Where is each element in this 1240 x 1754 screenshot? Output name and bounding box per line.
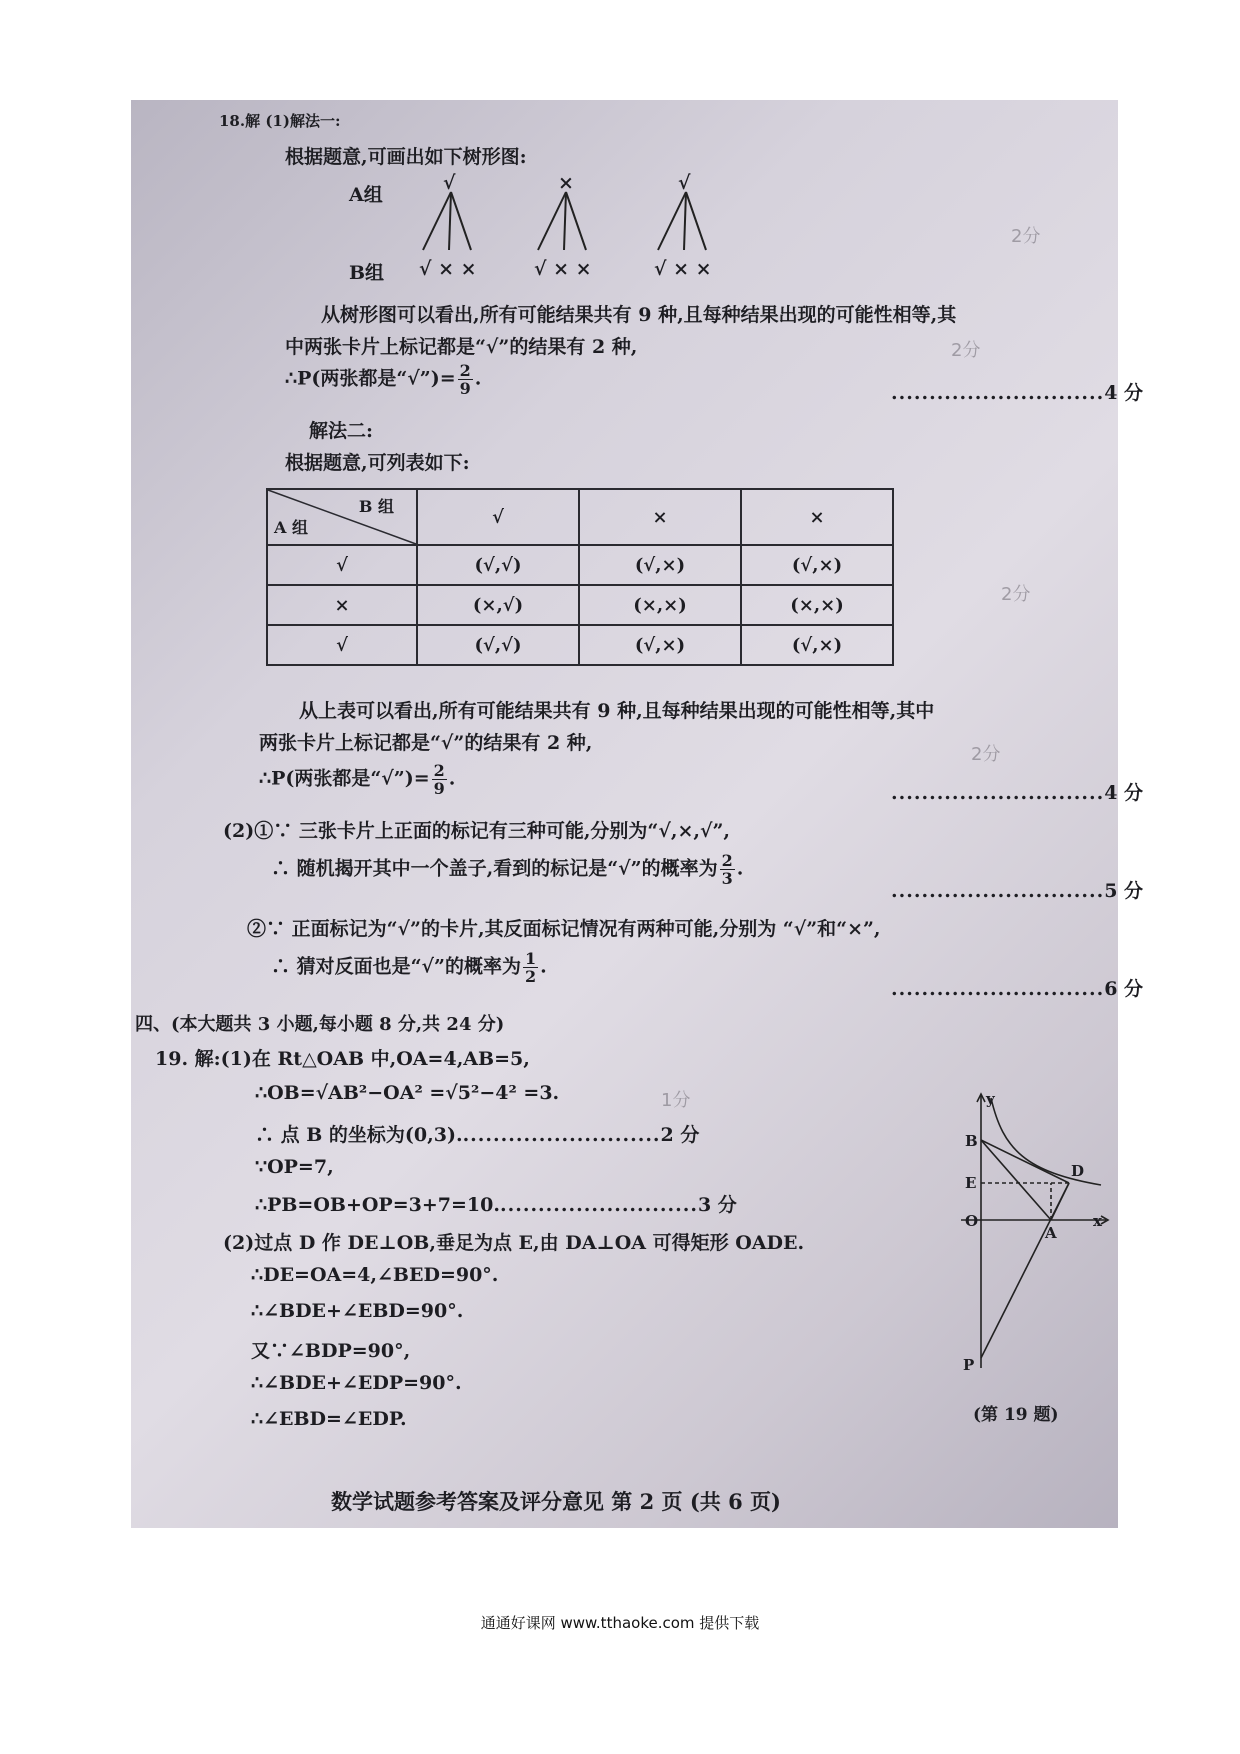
table-cell: (√,×): [741, 625, 893, 665]
fraction-2-9: [458, 362, 473, 397]
fig-label-p: P: [963, 1356, 975, 1374]
fraction-2-9: [432, 762, 447, 797]
figure-caption: (第 19 题): [973, 1405, 1059, 1425]
q19-line5: ∴PB=OB+OP=3+7=10...........................3 分: [255, 1194, 737, 1216]
q18-part2-2b: ∴ 猜对反面也是“√”的概率为 $\frac{1}{2}$ .: [271, 949, 547, 986]
pencil-mark: 2分: [1001, 584, 1031, 605]
table-cell: (√,×): [579, 625, 741, 665]
fig-label-d: D: [1071, 1162, 1085, 1180]
table-row: [267, 625, 893, 665]
fig-label-o: O: [965, 1212, 979, 1230]
part2-1b-text: ∴ 随机揭开其中一个盖子,看到的标记是“√”的概率为: [271, 857, 718, 880]
tree-top-2: ×: [558, 172, 574, 194]
q19-line10: ∴∠BDE+∠EDP=90°.: [251, 1372, 462, 1394]
tree-leaves-1: √ × ×: [419, 258, 477, 280]
fraction-2-3: [720, 852, 735, 887]
q19-line3: ∴ 点 B 的坐标为(0,3)...........................2 分: [255, 1124, 700, 1146]
tree-top-1: √: [443, 172, 456, 194]
score-line-5: ............................5 分: [891, 880, 1144, 902]
scanned-answer-sheet: [131, 100, 1144, 1528]
pencil-mark: 2分: [951, 340, 981, 361]
fig-label-b: B: [965, 1132, 978, 1150]
q18-part2-2: ②∵ 正面标记为“√”的卡片,其反面标记情况有两种可能,分别为 “√”和“×”,: [247, 918, 881, 940]
score-label: 3 分: [697, 1194, 737, 1216]
table-col-header: √: [417, 489, 579, 545]
table-cell: (√,×): [741, 545, 893, 585]
score-label: 6 分: [1104, 978, 1144, 1000]
table-row: [267, 585, 893, 625]
tree-group-a-label: A组: [349, 184, 383, 206]
fraction-1-2: [523, 950, 538, 985]
header-a: A 组: [274, 518, 308, 537]
q19-line11: ∴∠EBD=∠EDP.: [251, 1408, 407, 1430]
fraction-denominator: 9: [433, 779, 445, 798]
score-label: 4 分: [1104, 782, 1144, 804]
table-col-header: ×: [741, 489, 893, 545]
q18-para1-line1: 从树形图可以看出,所有可能结果共有 9 种,且每种结果出现的可能性相等,其: [321, 304, 957, 326]
prob-text: ∴P(两张都是“√”)=: [285, 367, 456, 390]
part2-2b-text: ∴ 猜对反面也是“√”的概率为: [271, 955, 521, 978]
tree-top-3: √: [678, 172, 691, 194]
fraction-denominator: 9: [459, 379, 471, 398]
q19-line1: 19. 解:(1)在 Rt△OAB 中,OA=4,AB=5,: [155, 1048, 530, 1070]
q18-para2-line1: 从上表可以看出,所有可能结果共有 9 种,且每种结果出现的可能性相等,其中: [299, 700, 935, 722]
q19-line5-text: ∴PB=OB+OP=3+7=10.: [255, 1194, 500, 1216]
fig-label-x: x: [1093, 1212, 1102, 1230]
table-cell: (√,×): [579, 545, 741, 585]
table-header-diagonal: [267, 489, 417, 545]
pencil-mark: 2分: [1011, 226, 1041, 247]
q18-head: 18.解 (1)解法一:: [219, 112, 341, 130]
table-cell: (√,√): [417, 545, 579, 585]
tree-group-b-label: B组: [349, 262, 385, 284]
table-row-label: ×: [267, 585, 417, 625]
prob-text: ∴P(两张都是“√”)=: [259, 767, 430, 790]
score-label: 2 分: [660, 1124, 700, 1146]
table-cell: (×,×): [741, 585, 893, 625]
tree-leaves-3: √ × ×: [654, 258, 712, 280]
fig-label-a: A: [1045, 1224, 1057, 1242]
table-row-label: √: [267, 625, 417, 665]
q19-line3-text: ∴ 点 B 的坐标为(0,3).: [255, 1124, 463, 1146]
pencil-mark: 1分: [661, 1090, 691, 1111]
q18-method2: 解法二:: [309, 420, 374, 442]
table-cell: (×,×): [579, 585, 741, 625]
score-label: 5 分: [1104, 880, 1144, 902]
q19-line8: ∴∠BDE+∠EBD=90°.: [251, 1300, 464, 1322]
fraction-denominator: 3: [721, 869, 733, 888]
score-line-4a: ............................4 分: [891, 382, 1144, 404]
q18-part2-1: (2)①∵ 三张卡片上正面的标记有三种可能,分别为“√,×,√”,: [223, 820, 731, 842]
table-row-label: √: [267, 545, 417, 585]
table-cell: (×,√): [417, 585, 579, 625]
score-line-4b: ............................4 分: [891, 782, 1144, 804]
fraction-numerator: 2: [721, 851, 733, 870]
score-label: 4 分: [1104, 382, 1144, 404]
tree-leaves-2: √ × ×: [534, 258, 592, 280]
table-cell: (√,√): [417, 625, 579, 665]
fraction-numerator: 2: [459, 361, 471, 380]
q18-intro: 根据题意,可画出如下树形图:: [285, 146, 527, 168]
fraction-numerator: 1: [524, 949, 537, 968]
pencil-mark: 2分: [971, 744, 1001, 765]
q18-para1-line2: 中两张卡片上标记都是“√”的结果有 2 种,: [285, 336, 638, 358]
q18-intro2: 根据题意,可列表如下:: [285, 452, 470, 474]
q19-line7: ∴DE=OA=4,∠BED=90°.: [251, 1264, 499, 1286]
site-footer: 通通好课网 www.tthaoke.com 提供下载: [480, 1614, 760, 1632]
table-col-header: ×: [579, 489, 741, 545]
q18-prob-2: ∴P(两张都是“√”)= $\frac{2}{9}$ .: [259, 761, 456, 798]
header-b: B 组: [358, 497, 394, 516]
outcome-table: [266, 488, 894, 666]
q18-part2-1b: ∴ 随机揭开其中一个盖子,看到的标记是“√”的概率为 $\frac{2}{3}$ .: [271, 851, 744, 888]
page-footer: 数学试题参考答案及评分意见 第 2 页 (共 6 页): [331, 1489, 781, 1514]
fraction-denominator: 2: [524, 967, 537, 986]
q19-line4: ∵OP=7,: [255, 1156, 334, 1178]
q19-line6: (2)过点 D 作 DE⊥OB,垂足为点 E,由 DA⊥OA 可得矩形 OADE.: [223, 1232, 805, 1254]
q19-line9: 又∵∠BDP=90°,: [251, 1340, 411, 1362]
fig-label-y: y: [986, 1090, 995, 1108]
section-4-heading: 四、(本大题共 3 小题,每小题 8 分,共 24 分): [135, 1014, 505, 1035]
fraction-numerator: 2: [433, 761, 445, 780]
table-row: [267, 545, 893, 585]
q18-prob-1: ∴P(两张都是“√”)= $\frac{2}{9}$ .: [285, 361, 482, 398]
q19-line2: ∴OB=√AB²−OA² =√5²−4² =3.: [255, 1082, 560, 1104]
fig-label-e: E: [965, 1174, 977, 1192]
q18-para2-line2: 两张卡片上标记都是“√”的结果有 2 种,: [259, 732, 593, 754]
score-line-6: ............................6 分: [891, 978, 1144, 1000]
